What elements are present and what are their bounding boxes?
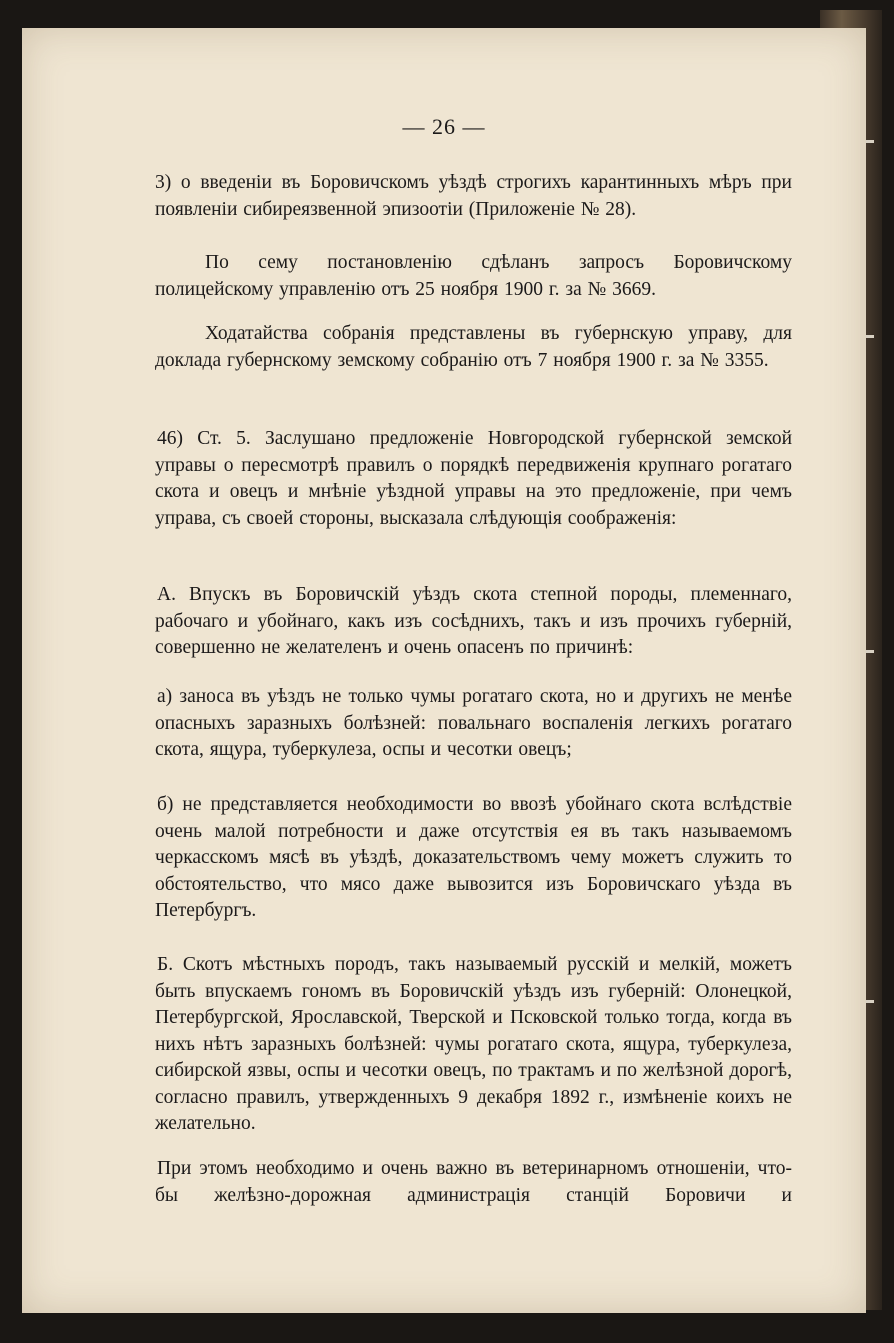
paragraph: А. Впускъ въ Боровичскій уѣздъ скота степной породы, племеннаго, рабочаго и убойнаго, какъ изъ сосѣднихъ, такъ и изъ прочихъ губерній, совершенно не желателенъ и очень опасенъ по причинѣ: [155, 584, 792, 658]
paragraph: 46) Ст. 5. Заслушано предложеніе Новгородской губернской земской управы о пересмотрѣ правилъ о порядкѣ передвиженія крупнаго рогатаго скота и овецъ и мнѣніе уѣздной управы на это предложеніе, при чемъ управа, съ своей стороны, высказала слѣдующія соображенія: [155, 428, 792, 529]
paragraph: 3) о введеніи въ Боровичскомъ уѣздѣ строгихъ карантинныхъ мѣръ при появленіи сибиреязвенной эпизоотіи (Приложеніе № 28). [155, 172, 792, 220]
document-page [22, 28, 866, 1313]
paragraph: По сему постановленію сдѣланъ запросъ Боровичскому полицейскому управленію отъ 25 ноября 1900 г. за № 3669. [155, 252, 792, 300]
page-number: — 26 — [402, 114, 486, 139]
paragraph: б) не представляется необходимости во ввозѣ убойнаго скота вслѣдствіе очень малой потребности и даже отсутствія ея въ такъ называемомъ черкасскомъ мясѣ въ уѣздѣ, доказательствомъ чему можетъ служить то обстоятельство, что мясо даже вывозится изъ Боровичскаго уѣзда въ Петербургъ. [155, 794, 792, 921]
paragraph: Б. Скотъ мѣстныхъ породъ, такъ называемый русскій и мелкій, можетъ быть впускаемъ гономъ въ Боровичскій уѣздъ изъ губерній: Олонецкой, Петербургской, Ярославской, Тверской и Псковской только тогда, когда въ нихъ нѣтъ заразныхъ болѣзней: чумы рогатаго скота, ящура, туберкулеза, сибирской язвы, оспы и чесотки овецъ, по трактамъ и по желѣзной дорогѣ, согласно правилъ, утвержденныхъ 9 декабря 1892 г., измѣненіе коихъ не желательно. [155, 954, 792, 1134]
paragraph: При этомъ необходимо и очень важно въ ветеринарномъ отношеніи, что-бы желѣзно-дорожная администрація станцій Боровичи и [155, 1158, 792, 1206]
paragraph: а) заноса въ уѣздъ не только чумы рогатаго скота, но и другихъ не менѣе опасныхъ заразныхъ болѣзней: повальнаго воспаленія легкихъ рогатаго скота, ящура, туберкулеза, оспы и чесотки овецъ; [155, 686, 792, 760]
paragraph: Ходатайства собранія представлены въ губернскую управу, для доклада губернскому земскому собранію отъ 7 ноября 1900 г. за № 3355. [155, 323, 792, 371]
